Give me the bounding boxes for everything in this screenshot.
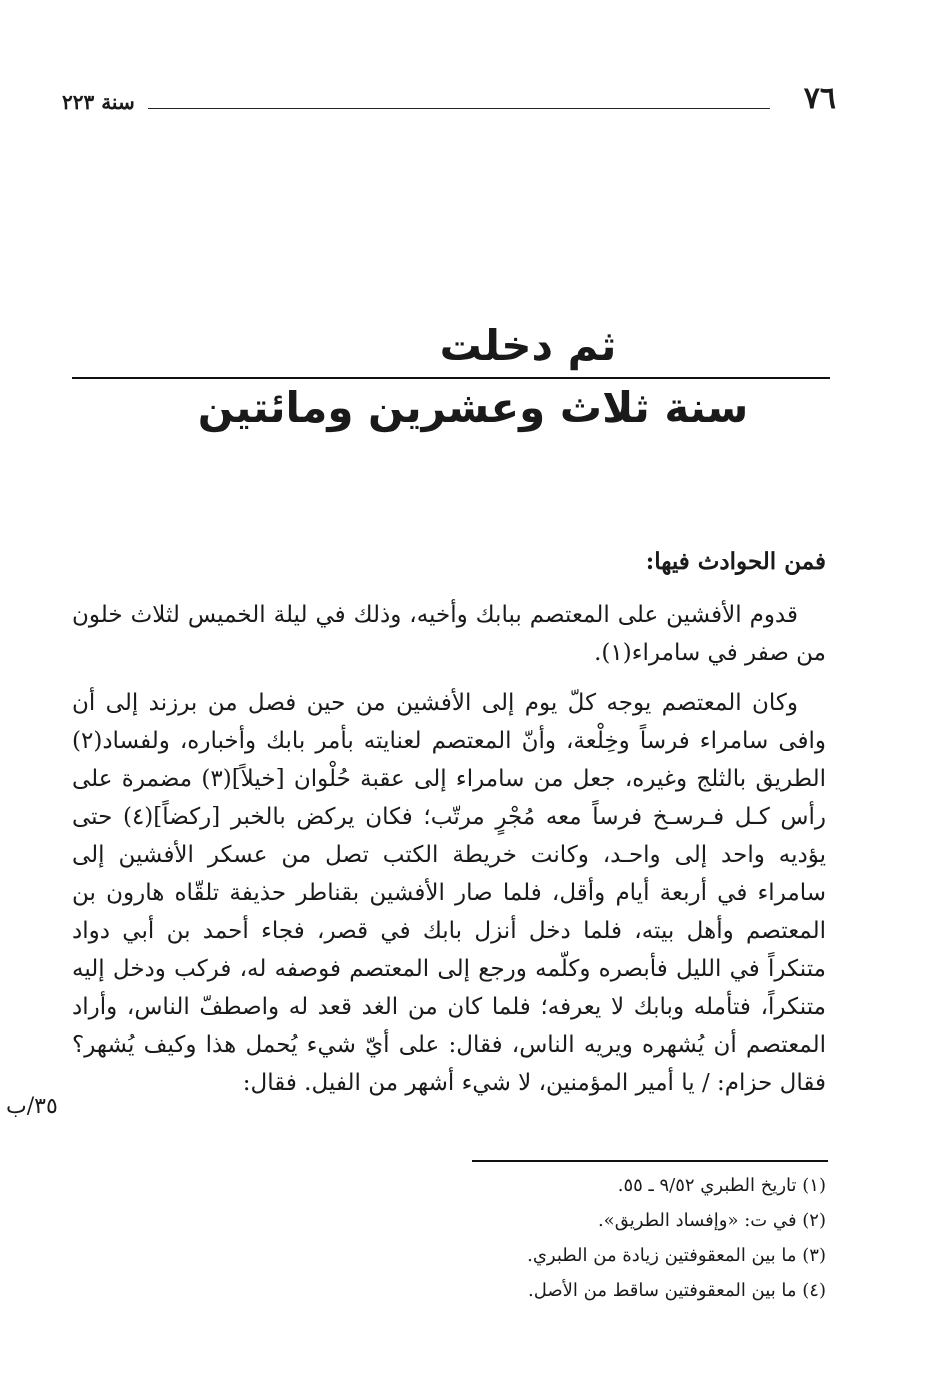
- footnote-rule: [472, 1160, 828, 1162]
- paragraph: وكان المعتصم يوجه كلّ يوم إلى الأفشين من حين فصل من برزند إلى أن وافى سامراء فرساً وخِلْعة، وأنّ المعتصم لعنايته بأمر بابك وأخباره، ولفساد(٢) الطريق بالثلج وغيره، جعل من سامراء إلى عقبة حُلْوان [خيلاً](٣) مضمرة على رأس كـل فـرسـخ فرساً معه مُجْرٍ مرتّب؛ فكان يركض بالخبر [ركضاً](٤) حتى يؤديه واحد إلى واحـد، وكانت خريطة الكتب تصل من عسكر الأفشين إلى سامراء في أربعة أيام وأقل، فلما صار الأفشين بقناطر حذيفة تلقّاه هارون بن المعتصم وأهل بيته، فلما دخل أنزل بابك في قصر، فجاء أحمد بن أبي دواد متنكراً في الليل فأبصره وكلّمه ورجع إلى المعتصم فوصفه له، فركب ودخل إليه متنكراً، فتأمله وبابك لا يعرفه؛ فلما كان من الغد قعد له واصطفّ الناس، وأراد المعتصم أن يُشهره ويريه الناس، فقال: على أيّ شيء يُحمل هذا وكيف يُشهر؟ فقال حزام: / يا أمير المؤمنين، لا شيء أشهر من الفيل. فقال:: [72, 690, 826, 1096]
- body-text: [72, 540, 826, 1114]
- running-title: سنة ٢٢٣: [62, 90, 135, 114]
- footnote: (٢) في ت: «وإفساد الطريق».: [597, 1210, 826, 1231]
- footnote: (٤) ما بين المعقوفتين ساقط من الأصل.: [528, 1280, 826, 1301]
- margin-folio-note: ٣٥/ب: [6, 1094, 58, 1119]
- paragraph: قدوم الأفشين على المعتصم ببابك وأخيه، وذلك في ليلة الخميس لثلاث خلون من صفر في سامراء(١).: [72, 602, 826, 666]
- chapter-heading-line1: ثم دخلت: [439, 321, 617, 370]
- page-number: ٧٦: [803, 81, 836, 116]
- footnote: (٣) ما بين المعقوفتين زيادة من الطبري.: [527, 1245, 826, 1266]
- footnotes: [226, 1168, 826, 1308]
- footnote: (١) تاريخ الطبري ٩/٥٢ ـ ٥٥.: [617, 1175, 826, 1196]
- events-title: فمن الحوادث فيها:: [645, 548, 826, 575]
- header-rule: [148, 108, 770, 109]
- chapter-heading-line2: سنة ثلاث وعشرين ومائتين: [197, 383, 749, 432]
